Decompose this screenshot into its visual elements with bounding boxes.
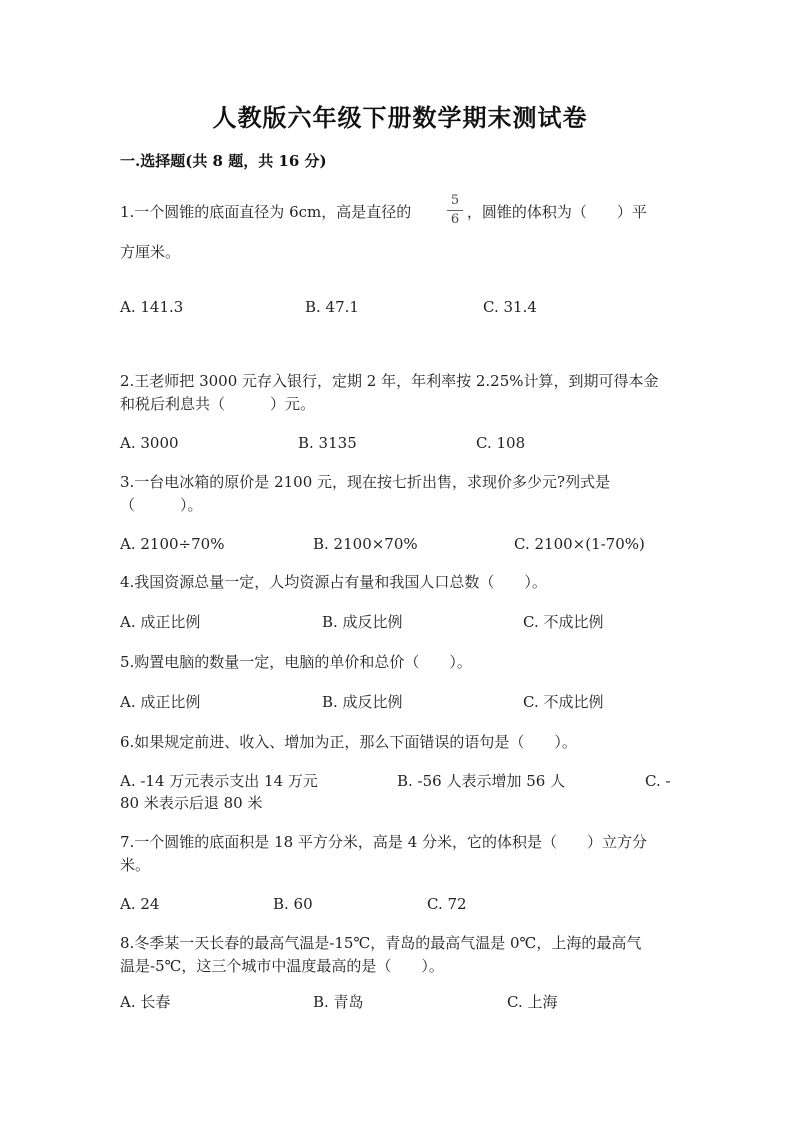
question-4-option-b[interactable]: B. 成反比例	[322, 613, 403, 631]
question-6-option-c[interactable]: C. -	[645, 772, 671, 790]
question-3-line2: （ ）。	[120, 496, 203, 514]
question-3-line1: 3.一台电冰箱的原价是 2100 元，现在按七折出售，求现价多少元?列式是	[120, 473, 611, 491]
question-3-option-a[interactable]: A. 2100÷70%	[120, 535, 225, 553]
fraction-five-sixths	[446, 194, 464, 227]
question-7-line1: 7.一个圆锥的底面积是 18 平方分米，高是 4 分米，它的体积是（ ）立方分	[120, 833, 648, 851]
question-7-option-c[interactable]: C. 72	[427, 895, 467, 913]
question-4-option-a[interactable]: A. 成正比例	[120, 613, 201, 631]
section-heading: 一.选择题(共 8 题，共 16 分)	[120, 152, 327, 170]
question-1-line1-part1: 1.一个圆锥的底面直径为 6cm，高是直径的	[120, 203, 412, 221]
question-3-option-b[interactable]: B. 2100×70%	[313, 535, 418, 553]
question-7-line2: 米。	[120, 856, 151, 874]
question-1-line1-part2: ，圆锥的体积为（ ）平	[466, 203, 647, 221]
question-6-option-a[interactable]: A. -14 万元表示支出 14 万元	[120, 772, 318, 790]
question-3-option-c[interactable]: C. 2100×(1-70%)	[514, 535, 645, 553]
question-6-line1: 6.如果规定前进、收入、增加为正，那么下面错误的语句是（ ）。	[120, 733, 577, 751]
question-6-option-b[interactable]: B. -56 人表示增加 56 人	[397, 772, 566, 790]
question-8-option-b[interactable]: B. 青岛	[313, 993, 364, 1011]
question-5-option-c[interactable]: C. 不成比例	[523, 693, 604, 711]
fraction-numerator: 5	[450, 193, 460, 208]
question-2-line1: 2.王老师把 3000 元存入银行，定期 2 年，年利率按 2.25%计算，到期可得本金	[120, 372, 659, 390]
question-5-option-a[interactable]: A. 成正比例	[120, 693, 201, 711]
question-1-option-a[interactable]: A. 141.3	[120, 298, 184, 316]
question-8-line2: 温是-5℃，这三个城市中温度最高的是（ ）。	[120, 957, 444, 975]
question-4-option-c[interactable]: C. 不成比例	[523, 613, 604, 631]
page-title: 人教版六年级下册数学期末测试卷	[212, 103, 588, 132]
question-1-option-b[interactable]: B. 47.1	[305, 298, 359, 316]
question-6-option-c-continued: 80 米表示后退 80 米	[120, 794, 263, 812]
question-5-option-b[interactable]: B. 成反比例	[322, 693, 403, 711]
fraction-denominator: 6	[450, 212, 460, 227]
question-8-line1: 8.冬季某一天长春的最高气温是-15℃，青岛的最高气温是 0℃，上海的最高气	[120, 934, 642, 952]
question-1-option-c[interactable]: C. 31.4	[483, 298, 537, 316]
question-5-line1: 5.购置电脑的数量一定，电脑的单价和总价（ ）。	[120, 653, 472, 671]
question-8-option-c[interactable]: C. 上海	[507, 993, 558, 1011]
question-4-line1: 4.我国资源总量一定，人均资源占有量和我国人口总数（ ）。	[120, 573, 547, 591]
question-2-line2: 和税后利息共（ ）元。	[120, 395, 316, 413]
question-8-option-a[interactable]: A. 长春	[120, 993, 171, 1011]
fraction-bar	[447, 210, 463, 211]
question-1-line2: 方厘米。	[120, 243, 181, 261]
question-7-option-b[interactable]: B. 60	[273, 895, 313, 913]
question-2-option-a[interactable]: A. 3000	[120, 434, 179, 452]
question-2-option-b[interactable]: B. 3135	[298, 434, 357, 452]
question-2-option-c[interactable]: C. 108	[476, 434, 526, 452]
question-1-text	[120, 202, 680, 222]
question-7-option-a[interactable]: A. 24	[120, 895, 160, 913]
